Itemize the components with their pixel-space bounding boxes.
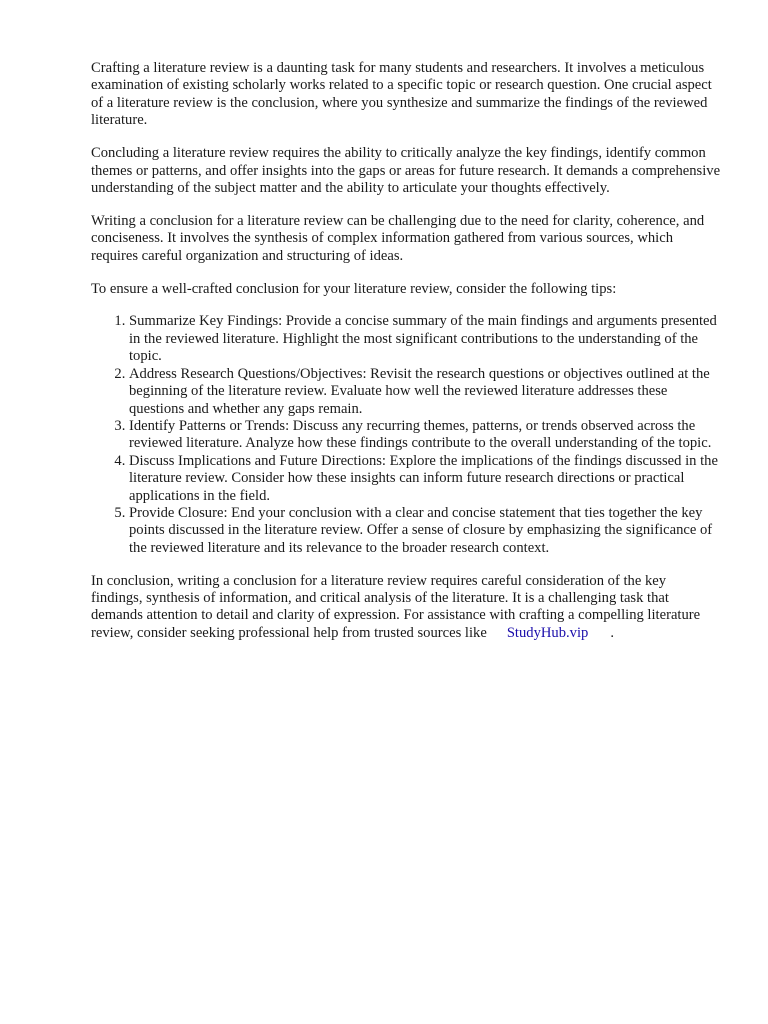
conclusion-paragraph <box>91 573 721 643</box>
concluding-paragraph: Concluding a literature review requires the ability to critically analyze the key findings, identify common themes or patterns, and offer insights into the gaps or areas for future research. It demands a comprehensive understanding of the subject matter and the ability to articulate your thoughts effectively. <box>91 145 721 196</box>
tips-list <box>91 313 721 557</box>
list-item: 3. Identify Patterns or Trends: Discuss any recurring themes, patterns, or trends observed across the reviewed literature. Analyze how these findings contribute to the overall understanding of the topic. <box>129 418 721 453</box>
conclusion-period: . <box>610 624 614 641</box>
tips-intro-paragraph: To ensure a well-crafted conclusion for your literature review, consider the following tips: <box>91 280 617 297</box>
list-item: 1. Summarize Key Findings: Provide a concise summary of the main findings and arguments presented in the reviewed literature. Highlight the most significant contributions to the understanding of the topic. <box>129 313 721 365</box>
list-item: 5. Provide Closure: End your conclusion with a clear and concise statement that ties together the key points discussed in the literature review. Offer a sense of closure by emphasizing the significance of the reviewed literature and its relevance to the broader research context. <box>129 505 721 557</box>
studyhub-link[interactable]: StudyHub.vip <box>506 624 589 641</box>
document-page <box>91 60 721 658</box>
challenge-paragraph: Writing a conclusion for a literature review can be challenging due to the need for clarity, coherence, and conciseness. It involves the synthesis of complex information gathered from various sources, which requires careful organization and structuring of ideas. <box>91 212 705 264</box>
intro-paragraph: Crafting a literature review is a daunting task for many students and researchers. It involves a meticulous examination of existing scholarly works related to a specific topic or research question. One crucial aspect of a literature review is the conclusion, where you synthesize and summarize the findings of the reviewed literature. <box>91 60 712 129</box>
list-item: 2. Address Research Questions/Objectives: Revisit the research questions or objectives outlined at the beginning of the literature review. Evaluate how well the reviewed literature addresses these questions and whether any gaps remain. <box>129 366 721 418</box>
conclusion-text: In conclusion, writing a conclusion for a literature review requires careful consideration of the key findings, synthesis of information, and critical analysis of the literature. It is a challenging task that demands attention to detail and clarity of expression. For assistance with crafting a compelling literature review, consider seeking professional help from trusted sources like <box>91 572 701 641</box>
list-item: 4. Discuss Implications and Future Directions: Explore the implications of the findings discussed in the literature review. Consider how these insights can inform future research directions or practical applications in the field. <box>129 453 721 505</box>
